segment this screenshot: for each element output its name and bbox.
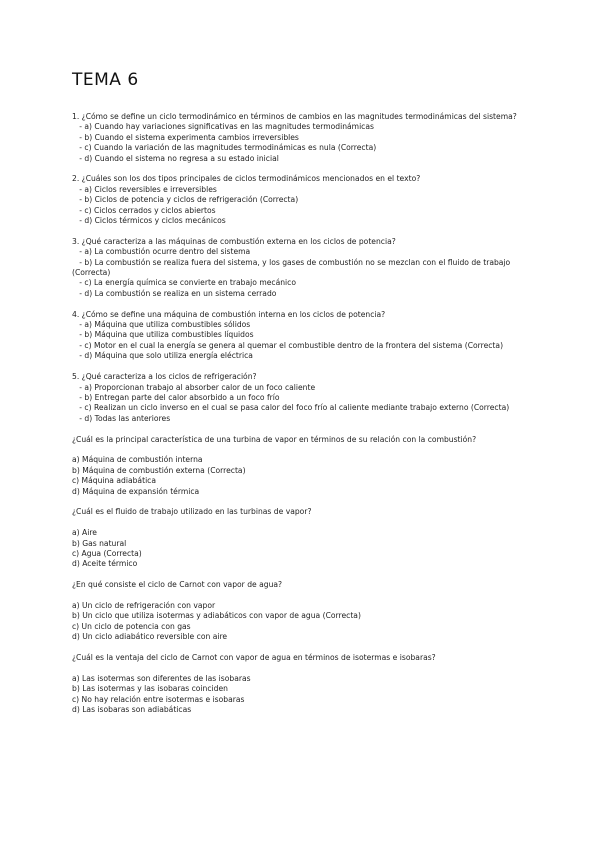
option-c: - c) Cuando la variación de las magnitudes termodinámicas es nula (Correcta) <box>72 143 377 153</box>
option-d: d) Aceite térmico <box>72 559 138 569</box>
question-block-8 <box>72 580 528 642</box>
option-a: a) Las isotermas son diferentes de las isobaras <box>72 673 251 683</box>
question-block-4 <box>72 310 528 362</box>
page-title: TEMA 6 <box>72 70 139 90</box>
option-c: - c) Ciclos cerrados y ciclos abiertos <box>72 205 216 215</box>
option-b: b) Las isotermas y las isobaras coinciden <box>72 684 228 694</box>
question-text: 2. ¿Cuáles son los dos tipos principales de ciclos termodinámicos mencionados en el texto? <box>72 174 421 184</box>
option-d: d) Máquina de expansión térmica <box>72 486 200 496</box>
option-a: a) Aire <box>72 528 97 538</box>
option-a: - a) Proporcionan trabajo al absorber calor de un foco caliente <box>72 382 316 392</box>
question-block-7 <box>72 507 528 569</box>
question-text: 4. ¿Cómo se define una máquina de combustión interna en los ciclos de potencia? <box>72 309 386 319</box>
option-b: - b) La combustión se realiza fuera del sistema, y los gases de combustión no se mezclan con el fluido de trabajo (Correcta) <box>72 257 513 278</box>
question-block-9 <box>72 653 528 715</box>
question-block-5 <box>72 372 528 424</box>
question-text: ¿Cuál es la ventaja del ciclo de Carnot con vapor de agua en términos de isotermas e isobaras? <box>72 652 436 662</box>
question-block-2 <box>72 174 528 226</box>
option-c: - c) Motor en el cual la energía se genera al quemar el combustible dentro de la frontera del sistema (Correcta) <box>72 340 504 350</box>
option-a: - a) Ciclos reversibles e irreversibles <box>72 184 217 194</box>
option-b: - b) Entregan parte del calor absorbido a un foco frío <box>72 392 280 402</box>
option-b: b) Máquina de combustión externa (Correcta) <box>72 465 246 475</box>
option-a: - a) Cuando hay variaciones significativas en las magnitudes termodinámicas <box>72 122 374 132</box>
question-text: 5. ¿Qué caracteriza a los ciclos de refrigeración? <box>72 372 257 382</box>
question-text: 1. ¿Cómo se define un ciclo termodinámico en términos de cambios en las magnitudes termodinámicas del sistema? <box>72 112 517 121</box>
option-b: - b) Cuando el sistema experimenta cambios irreversibles <box>72 132 299 142</box>
option-b: b) Un ciclo que utiliza isotermas y adiabáticos con vapor de agua (Correcta) <box>72 611 361 621</box>
option-d: d) Un ciclo adiabático reversible con aire <box>72 632 228 642</box>
question-text: ¿En qué consiste el ciclo de Carnot con vapor de agua? <box>72 580 283 590</box>
question-text: 3. ¿Qué caracteriza a las máquinas de combustión externa en los ciclos de potencia? <box>72 236 396 246</box>
option-d: d) Las isobaras son adiabáticas <box>72 704 192 714</box>
option-a: a) Máquina de combustión interna <box>72 455 203 465</box>
question-text: ¿Cuál es la principal característica de una turbina de vapor en términos de su relación con la combustión? <box>72 434 477 444</box>
option-c: c) Un ciclo de potencia con gas <box>72 621 191 631</box>
question-block-1 <box>72 112 528 164</box>
question-list <box>72 112 528 715</box>
option-a: - a) La combustión ocurre dentro del sistema <box>72 247 251 257</box>
option-d: - d) Cuando el sistema no regresa a su estado inicial <box>72 153 279 163</box>
option-a: a) Un ciclo de refrigeración con vapor <box>72 600 216 610</box>
option-c: c) No hay relación entre isotermas e isobaras <box>72 694 245 704</box>
option-c: - c) Realizan un ciclo inverso en el cual se pasa calor del foco frío al caliente mediante trabajo externo (Correcta) <box>72 403 510 413</box>
option-d: - d) Máquina que solo utiliza energía eléctrica <box>72 351 253 361</box>
question-block-6 <box>72 435 528 497</box>
option-a: - a) Máquina que utiliza combustibles sólidos <box>72 320 251 330</box>
option-b: - b) Máquina que utiliza combustibles líquidos <box>72 330 254 340</box>
option-d: - d) Todas las anteriores <box>72 413 171 423</box>
option-b: - b) Ciclos de potencia y ciclos de refrigeración (Correcta) <box>72 195 299 205</box>
option-c: c) Máquina adiabática <box>72 476 157 486</box>
option-d: - d) Ciclos térmicos y ciclos mecánicos <box>72 216 226 226</box>
option-c: c) Agua (Correcta) <box>72 548 142 558</box>
option-c: - c) La energía química se convierte en trabajo mecánico <box>72 278 296 288</box>
question-block-3 <box>72 237 528 299</box>
option-d: - d) La combustión se realiza en un sistema cerrado <box>72 288 277 298</box>
question-text: ¿Cuál es el fluido de trabajo utilizado en las turbinas de vapor? <box>72 507 312 517</box>
option-b: b) Gas natural <box>72 538 127 548</box>
